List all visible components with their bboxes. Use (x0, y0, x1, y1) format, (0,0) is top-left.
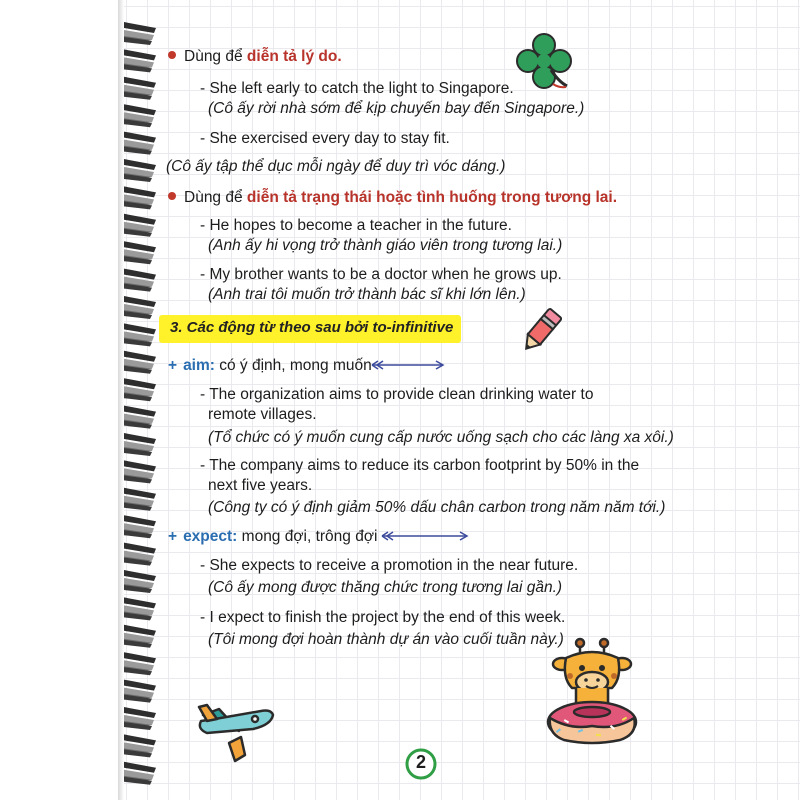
spiral-coil (124, 460, 156, 483)
example-en: - She left early to catch the light to Singapore. (200, 80, 514, 97)
example-vi: (Công ty có ý định giảm 50% dấu chân carbon trong năm năm tới.) (208, 499, 666, 516)
example-vi: (Anh trai tôi muốn trở thành bác sĩ khi lớn lên.) (208, 286, 526, 303)
example-en: - My brother wants to be a doctor when he grows up. (200, 266, 562, 283)
clover-sticker-icon (513, 30, 575, 92)
spiral-coil (124, 77, 156, 100)
page-number-badge (405, 748, 437, 780)
example-en: remote villages. (208, 406, 317, 423)
spiral-coil (124, 104, 156, 127)
spiral-coil (124, 762, 156, 785)
spiral-coil (124, 488, 156, 511)
example-vi: (Tổ chức có ý muốn cung cấp nước uống sạch cho các làng xa xôi.) (208, 429, 674, 446)
spiral-coil (124, 652, 156, 675)
example-en: - The company aims to reduce its carbon footprint by 50% in the (200, 457, 640, 474)
term-expect: + expect: mong đợi, trông đợi (168, 528, 378, 545)
spiral-coil (124, 597, 156, 620)
giraffe-donut-sticker-icon (540, 634, 646, 746)
spiral-coil (124, 625, 156, 648)
example-vi: (Cô ấy mong được thăng chức trong tương lai gần.) (208, 579, 563, 596)
spiral-coil (124, 543, 156, 566)
pencil-sticker-icon (518, 306, 564, 356)
spiral-coil (124, 406, 156, 429)
spiral-coil (124, 323, 156, 346)
example-en: - She exercised every day to stay fit. (200, 130, 450, 147)
spiral-coil (124, 241, 156, 264)
bullet-dot-icon (168, 51, 176, 59)
example-en: - The organization aims to provide clean drinking water to (200, 386, 594, 403)
spiral-coil (124, 351, 156, 374)
spiral-coil (124, 22, 156, 45)
spiral-coil (124, 186, 156, 209)
example-en: - He hopes to become a teacher in the future. (200, 217, 512, 234)
example-en: - I expect to finish the project by the end of this week. (200, 609, 566, 626)
spiral-coil (124, 515, 156, 538)
spiral-coil (124, 159, 156, 182)
bullet-reason: Dùng để diễn tả lý do. (168, 47, 342, 67)
example-vi: (Anh ấy hi vọng trở thành giáo viên trong tương lai.) (208, 237, 563, 254)
example-en: - She expects to receive a promotion in the near future. (200, 557, 579, 574)
example-en: next five years. (208, 477, 313, 494)
spiral-coil (124, 269, 156, 292)
example-vi: (Tôi mong đợi hoàn thành dự án vào cuối tuần này.) (208, 631, 564, 648)
spiral-coil (124, 680, 156, 703)
spiral-coil (124, 433, 156, 456)
term-aim: + aim: có ý định, mong muốn (168, 357, 372, 374)
section-heading: 3. Các động từ theo sau bởi to-infinitive (170, 319, 454, 336)
spiral-coil (124, 734, 156, 757)
spiral-binding-icon (0, 0, 160, 800)
spiral-coil (124, 378, 156, 401)
page-number: 2 (415, 752, 426, 772)
spiral-coil (124, 49, 156, 72)
spiral-coil (124, 132, 156, 155)
spiral-coil (124, 296, 156, 319)
example-vi: (Cô ấy tập thể dục mỗi ngày để duy trì vóc dáng.) (166, 158, 506, 175)
arrow-right-icon (380, 529, 472, 543)
airplane-sticker-icon (195, 695, 277, 765)
arrow-right-icon (370, 358, 448, 372)
spiral-coil (124, 214, 156, 237)
bullet-future: Dùng để diễn tả trạng thái hoặc tình huống trong tương lai. (168, 188, 617, 208)
example-vi: (Cô ấy rời nhà sớm để kịp chuyến bay đến Singapore.) (208, 100, 585, 117)
bullet-dot-icon (168, 192, 176, 200)
spiral-coil (124, 570, 156, 593)
spiral-coil (124, 707, 156, 730)
